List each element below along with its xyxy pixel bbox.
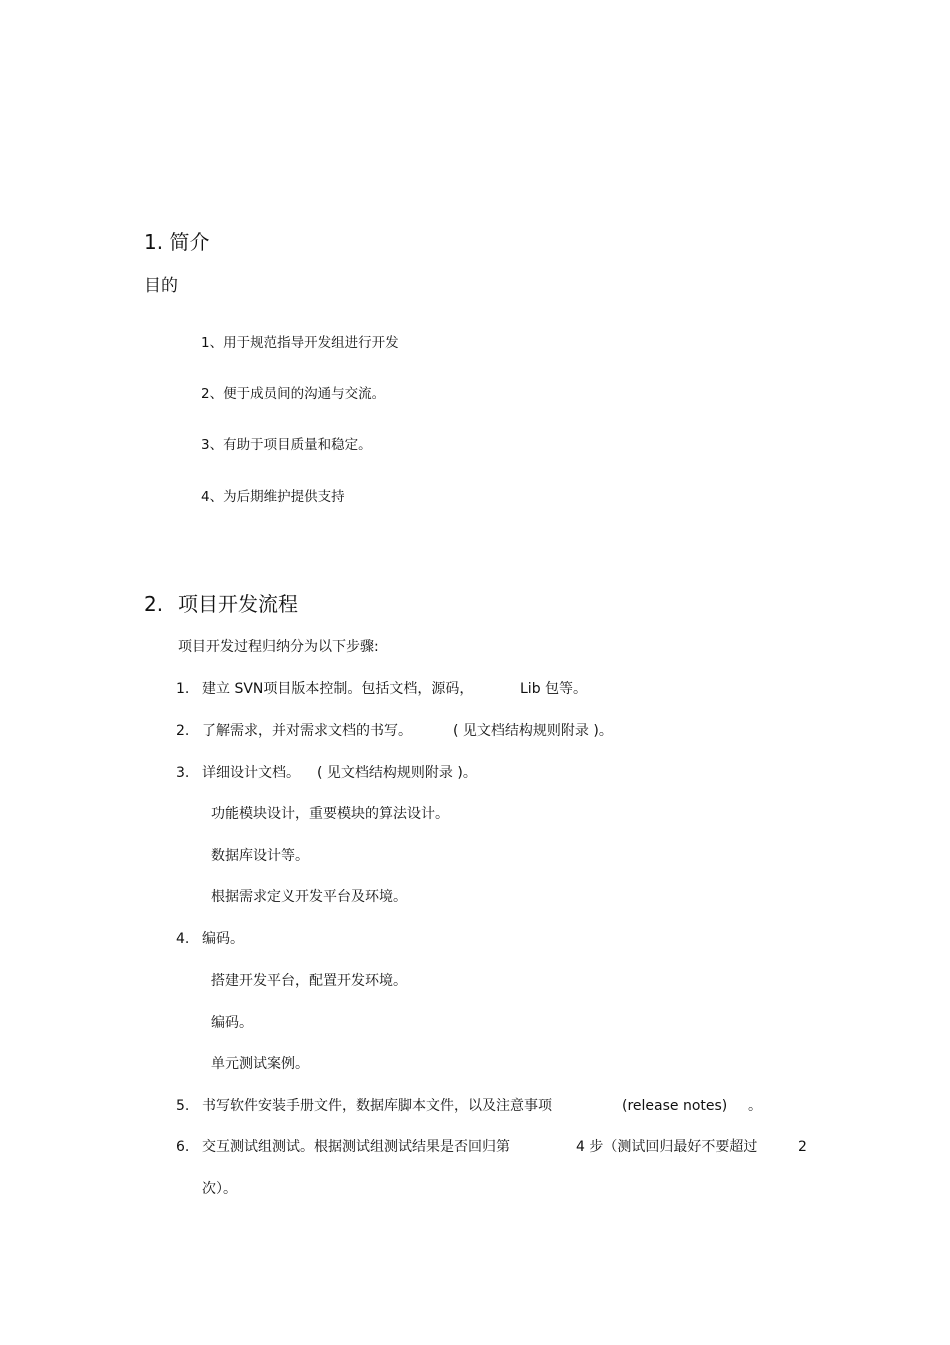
step-4-sub-3: 单元测试案例。 <box>211 1056 309 1072</box>
step-6-text-mid: 4 步（测试回归最好不要超过 <box>576 1139 758 1155</box>
step-2-text-tail: ( 见文档结构规则附录 )。 <box>453 723 613 739</box>
section-2-heading-number: 2. <box>144 592 164 616</box>
step-6-number: 6. <box>176 1139 190 1155</box>
step-6-number-2: 2 <box>798 1139 807 1155</box>
step-4-sub-2: 编码。 <box>211 1015 253 1031</box>
step-4-sub-1: 搭建开发平台，配置开发环境。 <box>211 973 407 989</box>
purpose-item-3: 3、有助于项目质量和稳定。 <box>201 437 372 453</box>
step-1-text-tail: Lib 包等。 <box>520 681 588 697</box>
section-2-intro: 项目开发过程归纳分为以下步骤: <box>178 639 379 655</box>
purpose-item-4: 4、为后期维护提供支持 <box>201 489 345 505</box>
step-2-number: 2. <box>176 723 190 739</box>
step-6-text-wrap: 次）。 <box>202 1181 237 1197</box>
step-5-text: 书写软件安装手册文件，数据库脚本文件，以及注意事项 <box>202 1098 552 1114</box>
section-1-heading: 1. 简介 <box>144 230 210 254</box>
section-1-subheading: 目的 <box>144 276 178 296</box>
step-3-number: 3. <box>176 765 190 781</box>
step-6-text: 交互测试组测试。根据测试组测试结果是否回归第 <box>202 1139 510 1155</box>
step-4-text: 编码。 <box>202 931 244 947</box>
step-3-text: 详细设计文档。 <box>202 765 300 781</box>
purpose-item-2: 2、便于成员间的沟通与交流。 <box>201 386 386 402</box>
step-3-sub-1: 功能模块设计，重要模块的算法设计。 <box>211 806 449 822</box>
step-4-number: 4. <box>176 931 190 947</box>
step-1-number: 1. <box>176 681 190 697</box>
step-3-sub-3: 根据需求定义开发平台及环境。 <box>211 889 407 905</box>
step-5-period: 。 <box>748 1098 762 1114</box>
section-2-heading: 项目开发流程 <box>178 592 298 616</box>
step-1-text: 建立 SVN项目版本控制。包括文档，源码， <box>202 681 474 697</box>
step-5-release-notes: (release notes) <box>622 1098 728 1114</box>
step-3-text-tail: ( 见文档结构规则附录 )。 <box>317 765 477 781</box>
step-2-text: 了解需求，并对需求文档的书写。 <box>202 723 412 739</box>
purpose-item-1: 1、用于规范指导开发组进行开发 <box>201 335 399 351</box>
step-5-number: 5. <box>176 1098 190 1114</box>
step-3-sub-2: 数据库设计等。 <box>211 848 309 864</box>
